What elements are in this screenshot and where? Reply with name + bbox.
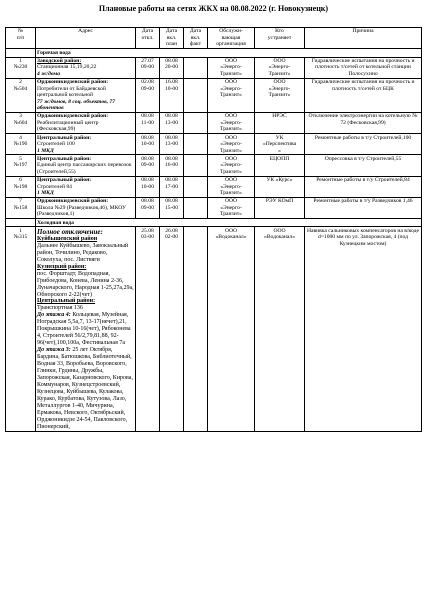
row-fixer: РЭУ КОмП xyxy=(255,197,305,218)
row-date-on-fact xyxy=(184,78,208,112)
row-date-on-plan: 08.08 13-00 xyxy=(160,134,184,155)
row-date-off: 02.08 09-00 xyxy=(136,78,160,112)
header-date-on-plan: Дата вкл. план xyxy=(160,28,184,49)
row-date-on-plan: 26.08 02-00 xyxy=(160,227,184,432)
row-address: Орджоникидзевский район: Школа №29 (Разведчиков,46), МКОУ (Разведчиков,1) xyxy=(36,197,136,218)
header-address: Адрес xyxy=(36,28,136,49)
row-number: 4 №196 xyxy=(6,134,36,155)
row-number: 2 №504 xyxy=(6,78,36,112)
row-number: 6 №198 xyxy=(6,176,36,197)
row-address: Полное отключение: Куйбышевский район Дальнее Куйбышево, Завокзальный район, Точилино, Редаково, Соколуха, пос. Листвяги Кузнецкий район: пос. Форштадт, Водопадная, Грибоедова, Конева, Ленина 2-36, Луначарского, Народная 1-25,27а,29а, Обнорского 2-22(чет) Центральный район: Транспортная 136 До этажа 4: Кольцевая, Музейная, Ноградская 5,5а,7, 13-17(нечет),21, Покрышкина 10-16(чет), Рябоконева 4, Строителей 56/2,79,81,88, 92-96(чет),100,100а, Фестивальная 7а До этажа 3: 25 лет Октября, Бардина, Батюшкова, Библиотечный, Водная 33, Воробьева, Воровского, Глинки, Грдины, Дружбы, Запорожская, Казарновского, Кирова, Коммунаров, Кузнецстроевский, Кузнецова, Куйбышева, Кулакова, Курако, Курбатова, Кутузова, Лазо, Металлургов 1-40, Мичурина, Ермакова, Невского, Октябрьский, Орджоникидзе 24-54, Павловского, Пионерский, xyxy=(37,227,134,430)
section-title: Холодная вода xyxy=(36,219,422,227)
table-row xyxy=(6,78,422,112)
row-address: Орджоникидзевский район: Потребители от Байдаевской центральной котельной 77 ж/домов, 8 соц. объектов, 77 абонентов xyxy=(36,78,136,112)
row-date-on-plan: 16.08 10-00 xyxy=(160,78,184,112)
row-org: ООО «Энерго- Транзит» xyxy=(208,176,255,197)
row-address: Заводской район: Станционная 15,19,20,22 4 ж/дома xyxy=(36,57,136,78)
row-org: ООО «Водоканал» xyxy=(208,227,255,432)
row-number: 5 №197 xyxy=(6,155,36,176)
table-row xyxy=(6,57,422,78)
row-fixer: НРЭС xyxy=(255,112,305,133)
row-date-on-plan: 08.08 16-00 xyxy=(160,155,184,176)
row-reason: Опрессовка в т/у Строителей,55 xyxy=(305,155,422,176)
header-date-on-fact: Дата вкл. факт xyxy=(184,28,208,49)
header-fixer: Кто устраняет xyxy=(255,28,305,49)
row-date-on-fact xyxy=(184,197,208,218)
row-reason: Отключение электроэнергии на котельную № 72 (Фесковская,99) xyxy=(305,112,422,133)
table-row xyxy=(6,134,422,155)
row-date-off: 27.07 09-00 xyxy=(136,57,160,78)
row-fixer: ООО «Энерго- Транзит» xyxy=(255,57,305,78)
section-row-hot-water xyxy=(6,49,422,57)
row-date-off: 25.08 03-00 xyxy=(136,227,160,432)
row-fixer: УК «Курс» xyxy=(255,176,305,197)
row-address: Орджоникидзевский район: Реабилитационный центр (Фесковская,99) xyxy=(36,112,136,133)
row-date-on-fact xyxy=(184,155,208,176)
header-date-off: Дата откл. xyxy=(136,28,160,49)
row-date-on-plan: 08.08 15-00 xyxy=(160,197,184,218)
table-row xyxy=(6,176,422,197)
row-org: ООО «Энерго- Транзит» xyxy=(208,155,255,176)
header-num: № п/п xyxy=(6,28,36,49)
row-date-on-fact xyxy=(184,57,208,78)
row-date-on-plan: 08.08 17-00 xyxy=(160,176,184,197)
section-title: Горячая вода xyxy=(36,49,422,57)
page-title: Плановые работы на сетях ЖКХ на 08.08.2022 (г. Новокузнецк) xyxy=(98,4,329,13)
header-org: Обслужи- вающая организация xyxy=(208,28,255,49)
row-reason: Ремонтные работы в т/у Строителей,84 xyxy=(305,176,422,197)
works-table xyxy=(5,27,422,432)
table-row xyxy=(6,197,422,218)
row-address: Центральный район: Единый центр пассажирских перевозок (Строителей,55) xyxy=(36,155,136,176)
row-date-on-fact xyxy=(184,176,208,197)
row-org: ООО «Энерго- Транзит» xyxy=(208,134,255,155)
table-row xyxy=(6,112,422,133)
row-date-off: 08.08 09-00 xyxy=(136,155,160,176)
table-row xyxy=(6,227,422,432)
row-org: ООО «Энерго- Транзит» xyxy=(208,197,255,218)
row-reason: Гидравлические испытания на прочность и плотность т/сетей от БЦК xyxy=(305,78,422,112)
row-reason: Ремонтные работы в т/у Разведчиков 1,46 xyxy=(305,197,422,218)
row-org: ООО «Энерго- Транзит» xyxy=(208,57,255,78)
row-org: ООО «Энерго- Транзит» xyxy=(208,78,255,112)
row-date-on-fact xyxy=(184,227,208,432)
header-reason: Причина xyxy=(305,28,422,49)
row-fixer: УК «Перспектива » xyxy=(255,134,305,155)
row-number: 3 №604 xyxy=(6,112,36,133)
row-date-on-plan: 08.08 13-00 xyxy=(160,112,184,133)
row-reason: Гидравлические испытания на прочность и плотность т/сетей от котельной станции Полосухино xyxy=(305,57,422,78)
row-number: 1 №315 xyxy=(6,227,36,432)
row-date-on-plan: 08.08 20-00 xyxy=(160,57,184,78)
row-fixer: ООО «Энерго- Транзит» xyxy=(255,78,305,112)
row-fixer: ООО «Водоканал» xyxy=(255,227,305,432)
row-date-off: 08.08 11-00 xyxy=(136,112,160,133)
table-row xyxy=(6,155,422,176)
row-address: Центральный район: Строителей 84 1 МКД xyxy=(36,176,136,197)
row-date-off: 08.08 10-00 xyxy=(136,134,160,155)
section-row-cold-water xyxy=(6,219,422,227)
row-date-on-fact xyxy=(184,112,208,133)
row-reason: Ремонтные работы в т/у Строителей,100 xyxy=(305,134,422,155)
row-address: Центральный район: Строителей 100 1 МКД xyxy=(36,134,136,155)
row-org: ООО «Энерго- Транзит» xyxy=(208,112,255,133)
row-fixer: ЕЦОПП xyxy=(255,155,305,176)
row-date-off: 08.08 09-00 xyxy=(136,197,160,218)
row-date-off: 08.08 10-00 xyxy=(136,176,160,197)
row-number: 7 №158 xyxy=(6,197,36,218)
row-reason: Навивка сальниковых компенсаторов на в/воде d=1000 мм по ул. Запорожская, 4 (под Кузнецким мостом) xyxy=(305,227,422,432)
row-number: 1 №230 xyxy=(6,57,36,78)
header-row xyxy=(6,28,422,49)
row-date-on-fact xyxy=(184,134,208,155)
